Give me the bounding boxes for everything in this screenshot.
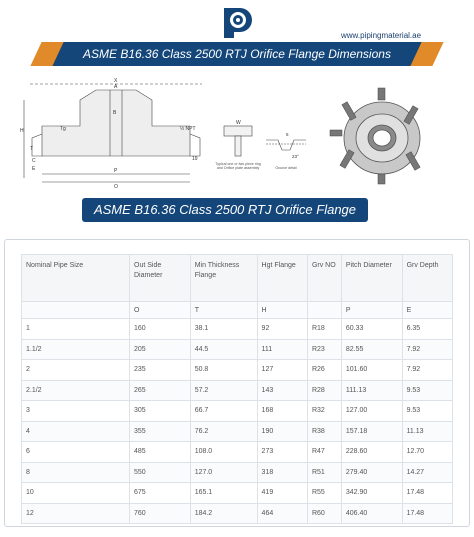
table-cell: 111 — [257, 339, 307, 360]
table-cell: R26 — [307, 360, 341, 381]
ring-assembly-note: Typical one or two piece ring and Orifice plate assembly — [215, 162, 261, 171]
table-cell: 342.90 — [341, 483, 402, 504]
table-cell: 1.1/2 — [22, 339, 130, 360]
table-cell: 10 — [22, 483, 130, 504]
col-header: Hgt Flange — [257, 255, 307, 302]
table-cell: 6.35 — [402, 319, 452, 340]
col-header: Pitch Diameter — [341, 255, 402, 302]
table-cell: 305 — [130, 401, 191, 422]
label-p: P — [114, 168, 118, 174]
table-row — [22, 339, 453, 360]
pm-logo-icon — [218, 4, 254, 40]
label-6: 6 — [286, 132, 289, 137]
symbol-cell: H — [257, 302, 307, 319]
flange-section-drawing — [20, 78, 210, 190]
table-cell: 4 — [22, 421, 130, 442]
col-header: Nominal Pipe Size — [22, 255, 130, 302]
table-cell: 127 — [257, 360, 307, 381]
table-cell: R51 — [307, 462, 341, 483]
table-cell: 127.0 — [190, 462, 257, 483]
table-cell: R23 — [307, 339, 341, 360]
table-cell: 17.48 — [402, 483, 452, 504]
table-cell: 279.40 — [341, 462, 402, 483]
symbol-cell: T — [190, 302, 257, 319]
label-c: C — [32, 158, 36, 164]
groove-detail-note: Groove detail — [275, 166, 297, 170]
table-cell: 9.53 — [402, 401, 452, 422]
label-t: T — [30, 146, 34, 152]
table-cell: 9.53 — [402, 380, 452, 401]
label-tg: Tg — [60, 126, 66, 132]
label-e: E — [32, 166, 36, 172]
table-cell: 127.00 — [341, 401, 402, 422]
table-cell: 44.5 — [190, 339, 257, 360]
symbol-cell — [307, 302, 341, 319]
table-row — [22, 319, 453, 340]
table-cell: 165.1 — [190, 483, 257, 504]
table-cell: 60.33 — [341, 319, 402, 340]
title-banner — [42, 42, 432, 66]
dimensions-table-card — [4, 239, 470, 527]
table-cell: R38 — [307, 421, 341, 442]
col-header: Out Side Diameter — [130, 255, 191, 302]
label-o: O — [114, 184, 118, 190]
section-banner — [82, 198, 368, 222]
table-row — [22, 401, 453, 422]
table-cell: 184.2 — [190, 503, 257, 524]
table-cell: 228.60 — [341, 442, 402, 463]
table-cell: 1 — [22, 319, 130, 340]
table-cell: 265 — [130, 380, 191, 401]
table-cell: 190 — [257, 421, 307, 442]
section-title: ASME B16.36 Class 2500 RTJ Orifice Flange — [93, 202, 357, 217]
table-row — [22, 442, 453, 463]
table-row — [22, 483, 453, 504]
table-cell: 675 — [130, 483, 191, 504]
table-cell: 273 — [257, 442, 307, 463]
flange-3d-illustration — [322, 86, 426, 186]
groove-detail-drawing — [264, 128, 308, 162]
table-cell: 108.0 — [190, 442, 257, 463]
table-cell: 205 — [130, 339, 191, 360]
table-cell: R28 — [307, 380, 341, 401]
table-body — [22, 319, 453, 524]
ring-assembly-drawing — [214, 118, 262, 160]
table-row — [22, 462, 453, 483]
symbol-cell: P — [341, 302, 402, 319]
table-cell: 12 — [22, 503, 130, 524]
table-cell: 143 — [257, 380, 307, 401]
symbol-cell: O — [130, 302, 191, 319]
label-x: X — [114, 78, 118, 84]
table-row — [22, 503, 453, 524]
table-cell: 355 — [130, 421, 191, 442]
site-url[interactable]: www.pipingmaterial.ae — [341, 31, 422, 40]
table-cell: 92 — [257, 319, 307, 340]
table-cell: 111.13 — [341, 380, 402, 401]
table-cell: 66.7 — [190, 401, 257, 422]
table-cell: 38.1 — [190, 319, 257, 340]
table-cell: 157.18 — [341, 421, 402, 442]
table-row — [22, 360, 453, 381]
table-cell: 6 — [22, 442, 130, 463]
label-npt: ½ NPT — [180, 126, 196, 132]
table-symbol-row — [22, 302, 453, 319]
label-23-deg: 23° — [292, 154, 299, 159]
table-cell: 82.55 — [341, 339, 402, 360]
table-cell: 57.2 — [190, 380, 257, 401]
col-header: Min Thickness Flange — [190, 255, 257, 302]
table-cell: 7.92 — [402, 360, 452, 381]
table-cell: R18 — [307, 319, 341, 340]
label-h: H — [20, 128, 24, 134]
table-cell: 76.2 — [190, 421, 257, 442]
label-b: B — [113, 110, 117, 116]
table-cell: 50.8 — [190, 360, 257, 381]
table-cell: 760 — [130, 503, 191, 524]
col-header: Grv Depth — [402, 255, 452, 302]
table-cell: 101.60 — [341, 360, 402, 381]
table-cell: 160 — [130, 319, 191, 340]
table-cell: 419 — [257, 483, 307, 504]
table-header-row — [22, 255, 453, 302]
symbol-cell — [22, 302, 130, 319]
table-cell: 550 — [130, 462, 191, 483]
table-row — [22, 421, 453, 442]
label-a: A — [114, 84, 118, 90]
table-cell: 318 — [257, 462, 307, 483]
table-cell: 168 — [257, 401, 307, 422]
page-title: ASME B16.36 Class 2500 RTJ Orifice Flange Dimensions — [83, 47, 391, 61]
label-19: 19 — [192, 156, 198, 162]
table-cell: 12.70 — [402, 442, 452, 463]
dimensions-table — [21, 254, 453, 524]
table-cell: 464 — [257, 503, 307, 524]
table-cell: 2 — [22, 360, 130, 381]
table-cell: 14.27 — [402, 462, 452, 483]
table-cell: R47 — [307, 442, 341, 463]
table-cell: 11.13 — [402, 421, 452, 442]
table-cell: 8 — [22, 462, 130, 483]
table-cell: 2.1/2 — [22, 380, 130, 401]
table-cell: R55 — [307, 483, 341, 504]
table-row — [22, 380, 453, 401]
table-cell: 485 — [130, 442, 191, 463]
label-w: W — [236, 120, 241, 126]
table-cell: 406.40 — [341, 503, 402, 524]
col-header: Grv NO — [307, 255, 341, 302]
table-cell: 17.48 — [402, 503, 452, 524]
table-cell: 3 — [22, 401, 130, 422]
table-cell: R32 — [307, 401, 341, 422]
table-cell: R60 — [307, 503, 341, 524]
symbol-cell: E — [402, 302, 452, 319]
table-cell: 235 — [130, 360, 191, 381]
table-cell: 7.92 — [402, 339, 452, 360]
